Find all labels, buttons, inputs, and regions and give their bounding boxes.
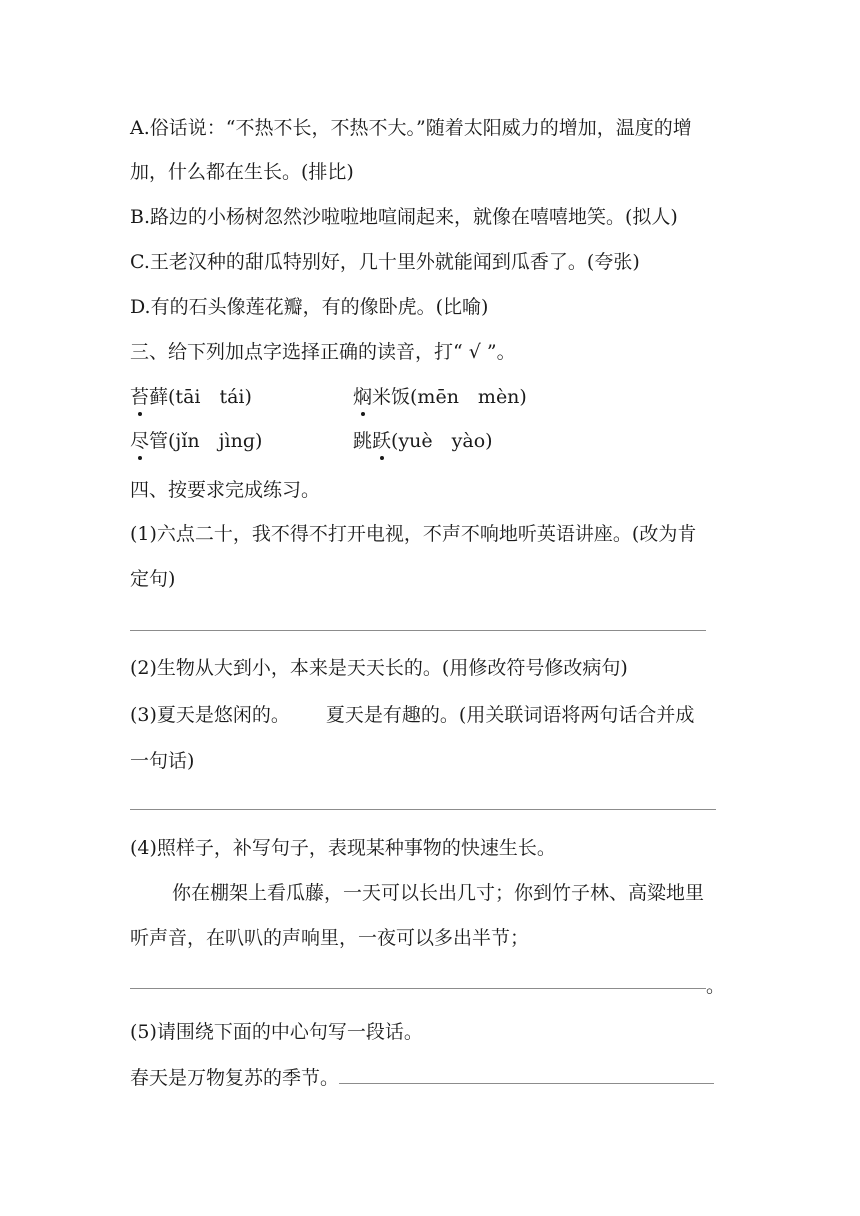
question-3-line2: 一句话) <box>130 750 195 772</box>
dotted-char: 跃 <box>372 427 391 455</box>
pinyin-pre: 跳 <box>353 430 373 452</box>
pinyin-rest: 米饭(mēn mèn) <box>372 386 527 408</box>
pinyin-item-3 <box>130 427 262 455</box>
question-4-example-line1: 你在棚架上看瓜藤，一天可以长出几寸；你到竹子林、高粱地里 <box>172 882 705 904</box>
section4-heading: 四、按要求完成练习。 <box>130 479 321 501</box>
pinyin-rest: (yuè yào) <box>391 430 493 452</box>
option-d: D.有的石头像莲花瓣，有的像卧虎。(比喻) <box>130 296 489 318</box>
option-a-line2: 加，什么都在生长。(排比) <box>130 161 354 183</box>
question-2: (2)生物从大到小，本来是天天长的。(用修改符号修改病句) <box>130 657 628 679</box>
question-5-topic-line <box>130 1063 714 1092</box>
question-5: (5)请围绕下面的中心句写一段话。 <box>130 1021 423 1043</box>
dotted-char: 尽 <box>130 427 149 455</box>
section3-heading: 三、给下列加点字选择正确的读音，打“ √ ”。 <box>130 341 516 363</box>
question-4: (4)照样子，补写句子，表现某种事物的快速生长。 <box>130 837 556 859</box>
question-5-topic: 春天是万物复苏的季节。 <box>130 1067 340 1089</box>
option-c: C.王老汉种的甜瓜特别好，几十里外就能闻到瓜香了。(夸张) <box>130 251 640 273</box>
pinyin-rest: 管(jǐn jìnɡ) <box>149 430 263 452</box>
dotted-char: 焖 <box>353 383 372 411</box>
dotted-char: 苔 <box>130 383 149 411</box>
question-3-part1: (3)夏天是悠闲的。 <box>130 704 290 726</box>
answer-blank-3[interactable] <box>130 809 716 810</box>
pinyin-item-4 <box>353 427 493 455</box>
answer-blank-1[interactable] <box>130 630 706 631</box>
question-1-line1: (1)六点二十，我不得不打开电视，不声不响地听英语讲座。(改为肯 <box>130 523 697 545</box>
pinyin-rest: 藓(tāi tái) <box>149 386 252 408</box>
question-4-example-line2: 听声音，在叭叭的声响里，一夜可以多出半节； <box>130 927 530 949</box>
option-b: B.路边的小杨树忽然沙啦啦地喧闹起来，就像在嘻嘻地笑。(拟人) <box>130 206 678 228</box>
answer-blank-5[interactable] <box>339 1063 714 1084</box>
question-3-line1 <box>130 701 694 729</box>
question-1-line2: 定句) <box>130 568 176 590</box>
pinyin-item-2 <box>353 383 527 411</box>
question-4-end-mark: 。 <box>706 975 726 997</box>
option-a-line1: A.俗话说：“不热不长，不热不大。”随着太阳威力的增加，温度的增 <box>130 117 692 139</box>
answer-blank-4[interactable] <box>130 988 706 989</box>
question-3-part2: 夏天是有趣的。(用关联词语将两句话合并成 <box>325 704 695 726</box>
pinyin-item-1 <box>130 383 252 411</box>
